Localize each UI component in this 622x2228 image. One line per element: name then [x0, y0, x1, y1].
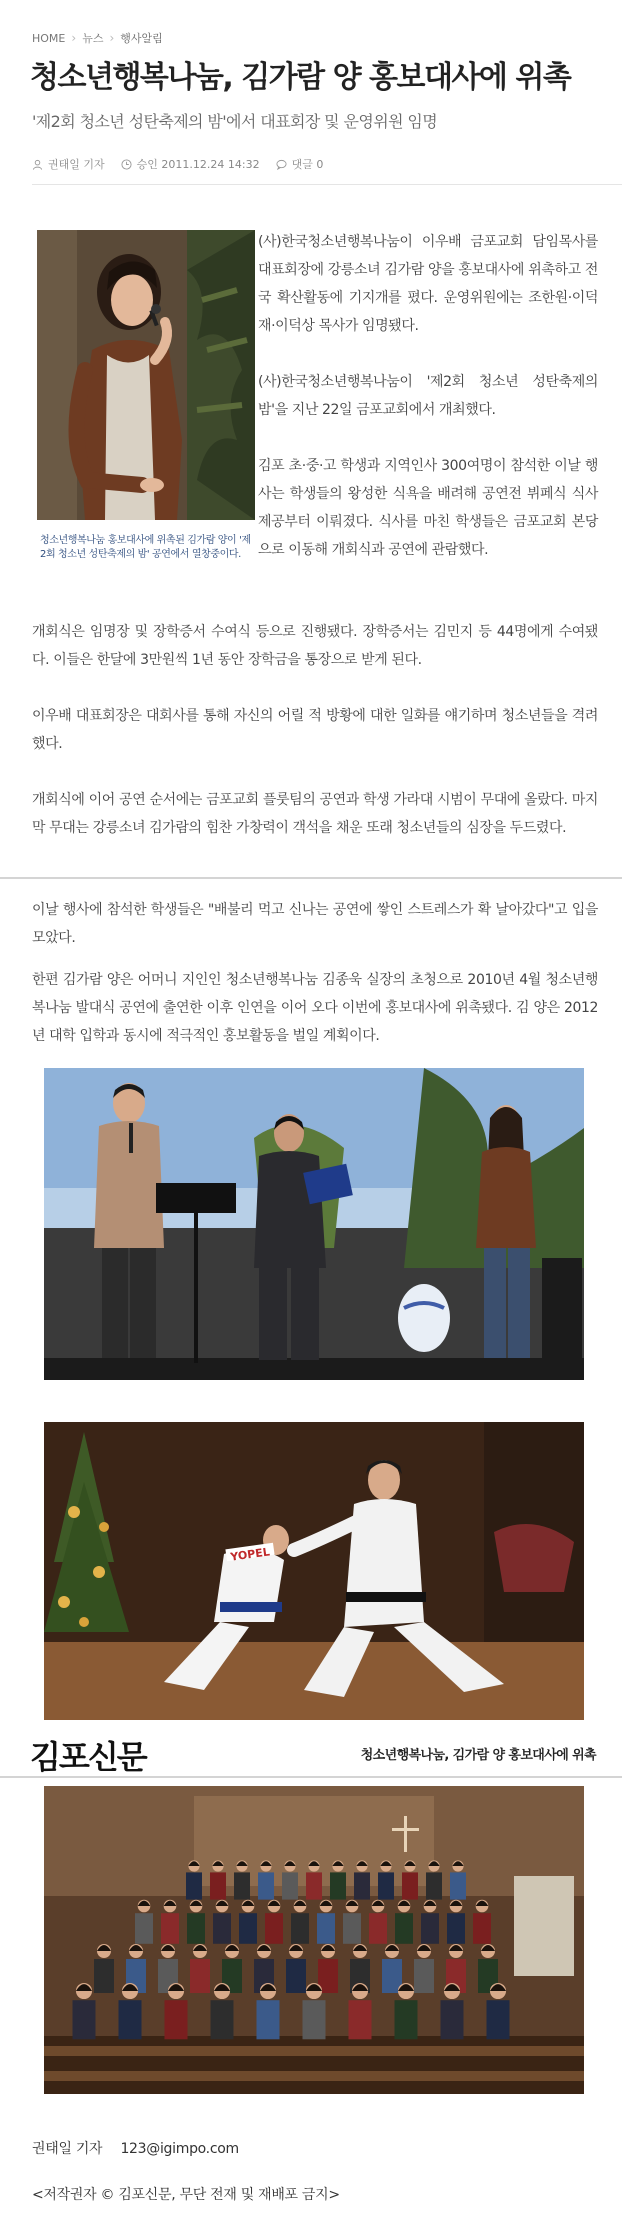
uniform-text: YOPEL [229, 1545, 271, 1564]
crowd-person-body [354, 1872, 370, 1899]
crowd-person-body [421, 1913, 439, 1944]
crowd-person-body [190, 1959, 210, 1993]
crowd-person-body [306, 1872, 322, 1899]
paragraph-4: 개회식은 임명장 및 장학증서 수여식 등으로 진행됐다. 장학증서는 김민지 등 44명에게 수여됐다. 이들은 한달에 3만원씩 1년 동안 장학금을 통장으로 받게 된다. [32, 624, 598, 668]
section-divider [0, 877, 622, 879]
crowd-person-body [291, 1913, 309, 1944]
crowd-person-body [213, 1913, 231, 1944]
copyright-notice: <저작권자 © 김포신문, 무단 전재 및 재배포 금지> [32, 2187, 340, 2203]
crowd-person-body [330, 1872, 346, 1899]
comment-icon [276, 159, 287, 170]
photo-ceremony[interactable] [44, 1068, 584, 1380]
photo-group[interactable] [44, 1786, 584, 2094]
user-icon [32, 159, 43, 170]
meta-divider [32, 184, 622, 185]
group-illustration [44, 1786, 584, 2094]
approved-time: 승인 2011.12.24 14:32 [136, 158, 260, 171]
meta-comments[interactable] [276, 156, 324, 172]
crowd-person-body [239, 1913, 257, 1944]
crowd-person-body [282, 1872, 298, 1899]
article-subtitle: '제2회 청소년 성탄축제의 밤'에서 대표회장 및 운영위원 임명 [32, 112, 438, 131]
chevron-right-icon: › [71, 31, 77, 45]
clock-icon [121, 159, 132, 170]
paragraph-7: 이날 행사에 참석한 학생들은 "배불리 먹고 신나는 공연에 쌓인 스트레스가 확 날아갔다"고 입을 모았다. [32, 902, 598, 946]
paragraph-2: (사)한국청소년행복나눔이 '제2회 청소년 성탄축제의 밤'을 지난 22일 금포교회에서 개최했다. [258, 374, 598, 418]
crowd-person-body [186, 1872, 202, 1899]
crowd-person-body [317, 1913, 335, 1944]
crowd-person-body [426, 1872, 442, 1899]
article-meta [32, 156, 339, 172]
masthead [30, 1732, 596, 1776]
breadcrumb-home[interactable]: HOME [32, 31, 66, 45]
lead-photo-illustration [37, 230, 255, 520]
crowd-person-body [211, 2000, 234, 2039]
crowd-person-body [258, 1872, 274, 1899]
byline-email[interactable]: 123@igimpo.com [120, 2141, 239, 2157]
comment-count[interactable]: 댓글 0 [291, 158, 324, 171]
crowd-person-body [135, 1913, 153, 1944]
crowd-person-body [447, 1913, 465, 1944]
crowd-person-body [257, 2000, 280, 2039]
crowd-person-body [94, 1959, 114, 1993]
crowd-person-body [165, 2000, 188, 2039]
breadcrumb [32, 30, 163, 46]
chevron-right-icon: › [109, 31, 115, 45]
crowd-person-body [450, 1872, 466, 1899]
crowd-person-body [303, 2000, 326, 2039]
breadcrumb-category[interactable]: 행사알림 [120, 32, 163, 45]
crowd-person-body [369, 1913, 387, 1944]
paragraph-1: (사)한국청소년행복나눔이 이우배 금포교회 담임목사를 대표회장에 강릉소녀 김가람 양을 홍보대사에 위촉하고 전국 확산활동에 기지개를 폈다. 운영위원에는 조한원·이덕재·이덕상 목사가 임명됐다. [258, 234, 598, 334]
newspaper-logo[interactable]: 김포신문 [30, 1738, 146, 1776]
paragraph-5: 이우배 대표회장은 대회사를 통해 자신의 어릴 적 방황에 대한 일화를 얘기하며 청소년들을 격려했다. [32, 708, 598, 752]
crowd-person-body [402, 1872, 418, 1899]
byline [32, 2138, 239, 2158]
crowd-person-body [161, 1913, 179, 1944]
crowd-person-body [210, 1872, 226, 1899]
paragraph-8: 한편 김가람 양은 어머니 지인인 청소년행복나눔 김종욱 실장의 초청으로 2010년 4월 청소년행복나눔 발대식 공연에 출연한 이후 인연을 이어 오다 이번에 홍보대사에 위촉됐다. 김 양은 2012년 대학 입학과 동시에 적극적인 홍보활동을 벌일 계획이다. [32, 972, 598, 1044]
paragraph-3: 김포 초·중·고 학생과 지역인사 300여명이 참석한 이날 행사는 학생들의 왕성한 식욕을 배려해 공연전 뷔페식 식사제공부터 이뤄졌다. 식사를 마친 학생들은 금포교회 본당으로 이동해 개회식과 공연에 관람했다. [258, 458, 598, 558]
byline-author[interactable]: 권태일 기자 [32, 2141, 103, 2157]
masthead-tagline: 청소년행복나눔, 김가람 양 홍보대사에 위촉 [360, 1748, 596, 1763]
article-title: 청소년행복나눔, 김가람 양 홍보대사에 위촉 [30, 60, 571, 95]
lead-photo-singer[interactable] [37, 230, 255, 520]
crowd-person-body [414, 1959, 434, 1993]
ceremony-illustration [44, 1068, 584, 1380]
crowd-person-body [187, 1913, 205, 1944]
taekwondo-illustration [44, 1422, 584, 1720]
meta-approved [121, 156, 260, 172]
crowd-person-body [487, 2000, 510, 2039]
lead-photo-caption: 청소년행복나눔 홍보대사에 위촉된 김가람 양이 '제2회 청소년 성탄축제의 밤' 공연에서 열창중이다. [40, 535, 251, 560]
crowd-person-body [119, 2000, 142, 2039]
author-name[interactable]: 권태일 기자 [48, 158, 105, 171]
crowd-person-body [473, 1913, 491, 1944]
photo-taekwondo[interactable] [44, 1422, 584, 1720]
crowd-person-body [441, 2000, 464, 2039]
crowd-person-body [395, 1913, 413, 1944]
crowd-person-body [73, 2000, 96, 2039]
crowd-person-body [395, 2000, 418, 2039]
masthead-divider [0, 1776, 622, 1778]
crowd-person-body [265, 1913, 283, 1944]
meta-author [32, 156, 105, 172]
crowd-person-body [378, 1872, 394, 1899]
crowd-person-body [343, 1913, 361, 1944]
crowd-person-body [234, 1872, 250, 1899]
breadcrumb-section[interactable]: 뉴스 [82, 32, 104, 45]
crowd-person-body [349, 2000, 372, 2039]
paragraph-6: 개회식에 이어 공연 순서에는 금포교회 플룻팀의 공연과 학생 가라대 시범이 무대에 올랐다. 마지막 무대는 강릉소녀 김가람의 힘찬 가창력이 객석을 채운 또래 청소년들의 심장을 두드렸다. [32, 792, 598, 836]
crowd-person-body [286, 1959, 306, 1993]
